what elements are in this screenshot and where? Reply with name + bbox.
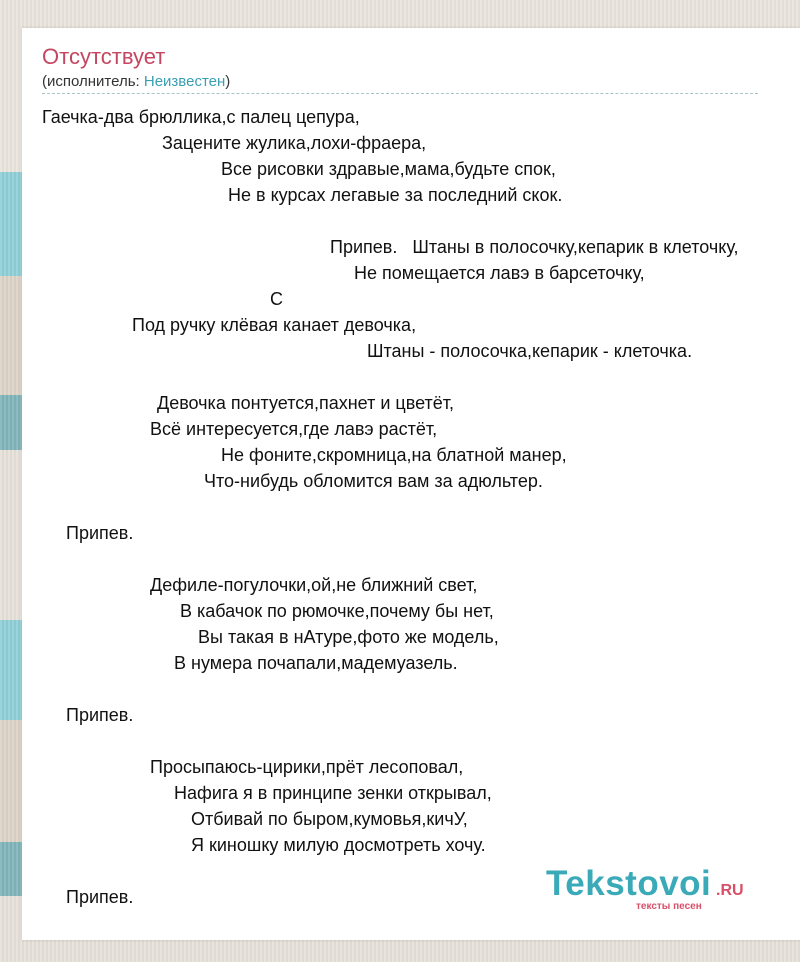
- artist-prefix: (исполнитель:: [42, 73, 144, 90]
- header-divider: [42, 93, 758, 94]
- lyrics-card: [22, 28, 800, 940]
- logo-wordmark: Tekstovoi: [546, 864, 712, 903]
- logo-tagline: тексты песен: [636, 901, 702, 912]
- lyric-line: Просыпаюсь-цирики,прёт лесоповал,: [150, 757, 464, 777]
- lyric-line: Припев.: [66, 523, 134, 543]
- lyric-line: Отбивай по быром,кумовья,кичУ,: [191, 809, 468, 829]
- lyric-line: Под ручку клёвая канает девочка,: [132, 315, 417, 335]
- lyric-line: Что-нибудь обломится вам за адюльтер.: [204, 471, 543, 491]
- lyric-line: Всё интересуется,где лавэ растёт,: [150, 419, 438, 439]
- artist-link[interactable]: Неизвестен: [143, 73, 226, 90]
- lyric-line: Припев. Штаны в полосочку,кепарик в клеточку,: [330, 237, 739, 257]
- lyric-line: Дефиле-погулочки,ой,не ближний свет,: [150, 575, 478, 595]
- lyric-line: С: [270, 289, 283, 309]
- artist-line: [42, 73, 230, 90]
- lyric-line: Не в курсах легавые за последний скок.: [228, 185, 563, 205]
- lyric-line: Зацените жулика,лохи-фраера,: [162, 133, 427, 153]
- lyric-line: Припев.: [66, 705, 134, 725]
- lyric-line: Гаечка-два брюллика,с палец цепура,: [42, 107, 360, 127]
- song-title: Отсутствует: [42, 44, 166, 69]
- lyric-line: Нафига я в принципе зенки открывал,: [174, 783, 492, 803]
- logo-domain: .RU: [716, 882, 744, 899]
- lyric-line: В кабачок по рюмочке,почему бы нет,: [180, 601, 494, 621]
- lyric-line: В нумера почапали,мадемуазель.: [174, 653, 458, 673]
- lyric-line: Все рисовки здравые,мама,будьте спок,: [221, 159, 556, 179]
- lyric-line: Припев.: [66, 887, 134, 907]
- artist-suffix: ): [225, 73, 231, 90]
- lyric-line: Я киношку милую досмотреть хочу.: [191, 835, 486, 855]
- lyric-line: Не фоните,скромница,на блатной манер,: [221, 445, 567, 465]
- lyric-line: Девочка понтуется,пахнет и цветёт,: [157, 393, 454, 413]
- lyric-line: Не помещается лавэ в барсеточку,: [354, 263, 645, 283]
- tekstovoi-logo[interactable]: [546, 864, 756, 914]
- lyric-line: Вы такая в нАтуре,фото же модель,: [198, 627, 499, 647]
- lyric-line: Штаны - полосочка,кепарик - клеточка.: [367, 341, 693, 361]
